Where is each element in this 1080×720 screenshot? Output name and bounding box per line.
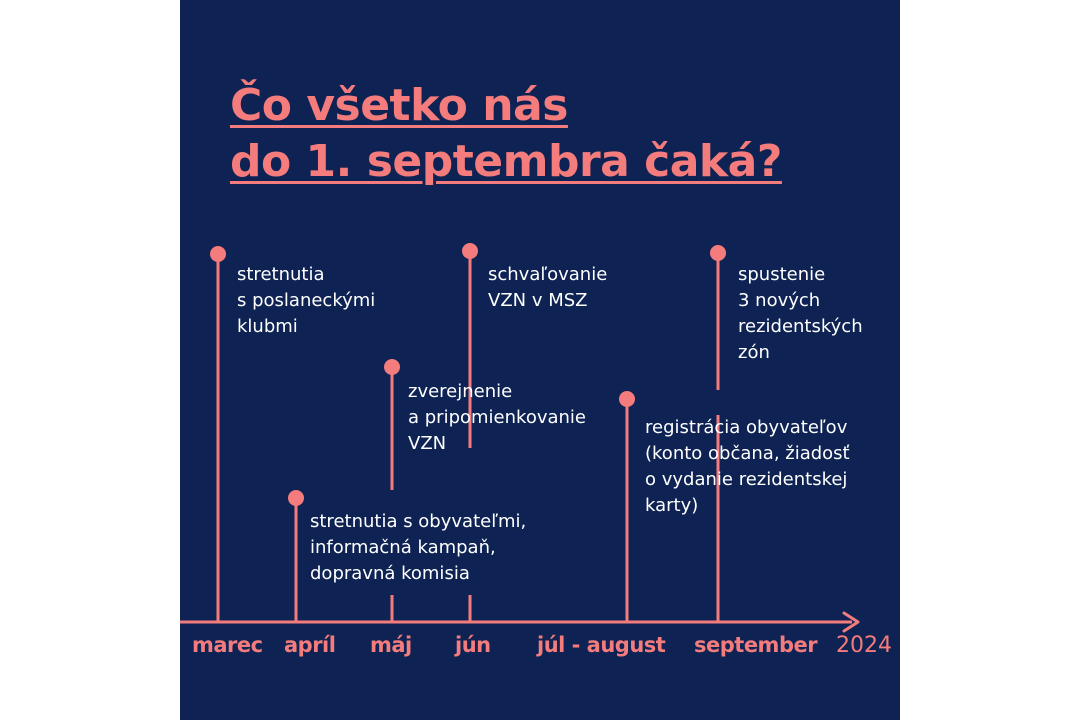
event-text-jun [488, 262, 607, 314]
event-text-line: s poslaneckými [237, 290, 376, 311]
month-label-marec: marec [192, 633, 263, 657]
event-text-line: VZN v MSZ [488, 290, 588, 311]
timeline-panel [180, 0, 900, 720]
event-text-line: (konto občana, žiadosť [645, 443, 850, 464]
month-label-september: september [694, 633, 818, 657]
title-line-1: Čo všetko nás [230, 80, 568, 131]
event-text-line: 3 nových [738, 290, 821, 311]
event-text-jul-august [645, 415, 850, 519]
event-text-line: karty) [645, 495, 699, 516]
event-dot-jul-august [619, 391, 635, 407]
event-text-line: registrácia obyvateľov [645, 417, 848, 438]
event-text-line: informačná kampaň, [310, 537, 496, 558]
event-text-september [738, 262, 863, 366]
event-text-line: schvaľovanie [488, 264, 608, 285]
month-label-maj: máj [370, 633, 412, 657]
event-text-line: stretnutia [237, 264, 325, 285]
event-text-line: klubmi [237, 316, 298, 337]
event-dot-maj [384, 359, 400, 375]
event-dot-marec [210, 246, 226, 262]
event-text-line: a pripomienkovanie [408, 407, 586, 428]
event-text-maj [408, 379, 586, 457]
month-label-jun: jún [455, 633, 491, 657]
event-text-line: zón [738, 342, 770, 363]
event-text-line: zverejnenie [408, 381, 513, 402]
event-text-line: spustenie [738, 264, 826, 285]
event-dot-september [710, 245, 726, 261]
title-line-2: do 1. septembra čaká? [230, 136, 782, 187]
month-label-april: apríl [284, 633, 336, 657]
event-dot-april [288, 490, 304, 506]
year-label: 2024 [836, 633, 892, 658]
event-text-line: stretnutia s obyvateľmi, [310, 511, 527, 532]
event-text-marec [237, 262, 375, 340]
event-text-april [310, 509, 526, 587]
event-text-line: rezidentských [738, 316, 863, 337]
event-dot-jun [462, 243, 478, 259]
month-label-jul-august: júl - august [537, 633, 666, 657]
event-text-line: VZN [408, 433, 447, 454]
event-text-line: dopravná komisia [310, 563, 470, 584]
event-text-line: o vydanie rezidentskej [645, 469, 848, 490]
